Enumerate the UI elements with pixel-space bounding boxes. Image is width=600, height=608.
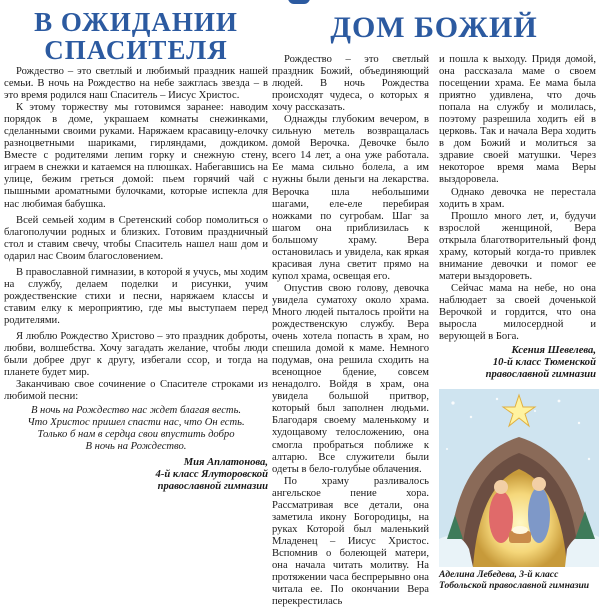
right-column-b <box>439 54 596 608</box>
left-paragraph: В православной гимназии, в которой я учусь, мы ходим на службу, делаем поделки и рисунки, учим рождественские стихи и песни, наряжаем классы и ставим елку к мероприятию, где мы выступаем перед родителями. <box>4 266 268 326</box>
right-paragraph: Опустив свою голову, девочка увидела суматоху около храма. Много людей пыталось пройти на рождественскую службу. Вера очень хотела попасть в храм, но спешила домой к маме. Немного подумав, она решила сходить на всенощное бдение, совсем ненадолго. Войдя в храм, она увидела большой притвор, который был заполнен людьми. Благодаря своему маленькому и худощавому телосложению, она смогла пробраться поближе к алтарю. Все служители были одеты в бело-голубые облачения. <box>272 282 429 475</box>
left-paragraph: Заканчиваю свое сочинение о Спасителе строками из любимой песни: <box>4 379 268 403</box>
illustration-caption: Аделина Лебедева, 3-й класс Тобольской православной гимназии <box>439 569 590 592</box>
right-paragraph: Прошло много лет, и, будучи взрослой женщиной, Вера открыла благотворительный фонд храму, который когда-то привлек внимание девочки и помог ее матери выздороветь. <box>439 210 596 282</box>
right-paragraph: По храму разливалось ангельское пение хора. Рассматривая все детали, она заметила икону Богородицы, на руках Которой был маленький Младенец – Иисус Христос. Вспомнив о болеющей матери, она начала читать молитву. На протяжении часа беспрерывно она читала ее. По окончании Вера перекрестилась <box>272 475 429 608</box>
nativity-drawing-icon <box>439 389 599 567</box>
page-top-marker <box>288 0 310 4</box>
author-school: православной гимназии <box>485 369 596 381</box>
author-class: 10-й класс Тюменской <box>492 357 596 369</box>
right-article-title: ДОМ БОЖИЙ <box>330 11 538 44</box>
author-school: православной гимназии <box>157 481 268 493</box>
right-article <box>272 8 596 608</box>
right-paragraph: Рождество – это светлый праздник Божий, объединяющий людей. В ночь Рождества происходят чудеса, о которых я хочу рассказать. <box>272 54 429 114</box>
left-paragraph: Рождество – это светлый и любимый праздник нашей семьи. В ночь на Рождество на небе зажглась звезда – в это время родился наш Спаситель – Иисус Христос. <box>4 66 268 102</box>
author-name: Мия Аплатонова, <box>183 457 268 469</box>
poem-line: В ночь на Рождество. <box>85 441 187 453</box>
left-title-line2: СПАСИТЕЛЯ <box>44 35 228 65</box>
left-author-signature <box>4 457 268 493</box>
left-title-line1: В ОЖИДАНИИ <box>34 7 238 37</box>
poem-line: В ночь на Рождество нас ждет благая весть. <box>30 405 242 417</box>
right-column-a <box>272 54 429 608</box>
right-paragraph: Сейчас мама на небе, но она наблюдает за своей доченькой Верочкой и гордится, что она выросла милосердной и верующей в Бога. <box>439 282 596 343</box>
left-poem <box>4 405 268 453</box>
right-author-signature <box>439 345 596 381</box>
poem-line: Что Христос пришел спасти нас, что Он есть. <box>27 417 245 429</box>
left-article <box>4 8 268 493</box>
poem-line: Только б нам в сердца свои впустить добро <box>37 429 235 441</box>
nativity-illustration <box>439 389 599 567</box>
right-paragraph: Однажды глубоким вечером, в сильную метель возвращалась домой Верочка. Девочке было всего 14 лет, а она уже работала. Ее мама сильно болела, а им нужны были деньги на лекарства. Верочка шла небольшими шагами, еле-еле перебирая ножками по сугробам. Шаг за шагом она приблизилась к большому храму. Вера остановилась и увидела, как яркая красивая луна светит прямо на купол храма, освещая его. <box>272 114 429 282</box>
author-class: 4-й класс Ялуторовской <box>155 469 268 481</box>
left-paragraph: Я люблю Рождество Христово – это праздник доброты, любви, волшебства. Хочу загадать желание, чтобы люди были добрее друг к другу, избегали ссор, и тогда на планете будет мир. <box>4 330 268 379</box>
right-paragraph: и пошла к выходу. Придя домой, она рассказала маме о своем посещении храма. Ее мама была приятно удивлена, что дочь попала на службу и молилась, поэтому разрешила ходить ей в церковь. Так и начала Вера ходить в дом Божий и молиться за здравие своей матушки. Через некоторое время мама Веры выздоровела. <box>439 54 596 186</box>
right-article-columns <box>272 54 596 608</box>
left-paragraph: К этому торжеству мы готовимся заранее: наводим порядок в доме, украшаем комнаты снежинками, сделанными своими руками. Наряжаем красавицу-елочку разноцветными шариками, гирляндами, дождиком. Вместе с родителями лепим горку и снежную стену, играем в снежки и катаемся на плюшках. Набегавшись на улице, бежим греться домой: пьем горячий чай с пышными ароматными булочками, которые испекла для нас любимая бабушка. <box>4 102 268 210</box>
author-name: Ксения Шевелева, <box>511 345 596 357</box>
left-paragraph: Всей семьей ходим в Сретенский собор помолиться о благополучии родных и близких. Готовим праздничный стол и ставим свечу, чтобы Спаситель нашел наш дом и одарил нас Своим благословением. <box>4 214 268 262</box>
left-article-title <box>4 8 268 66</box>
right-paragraph: Однако девочка не перестала ходить в храм. <box>439 186 596 210</box>
